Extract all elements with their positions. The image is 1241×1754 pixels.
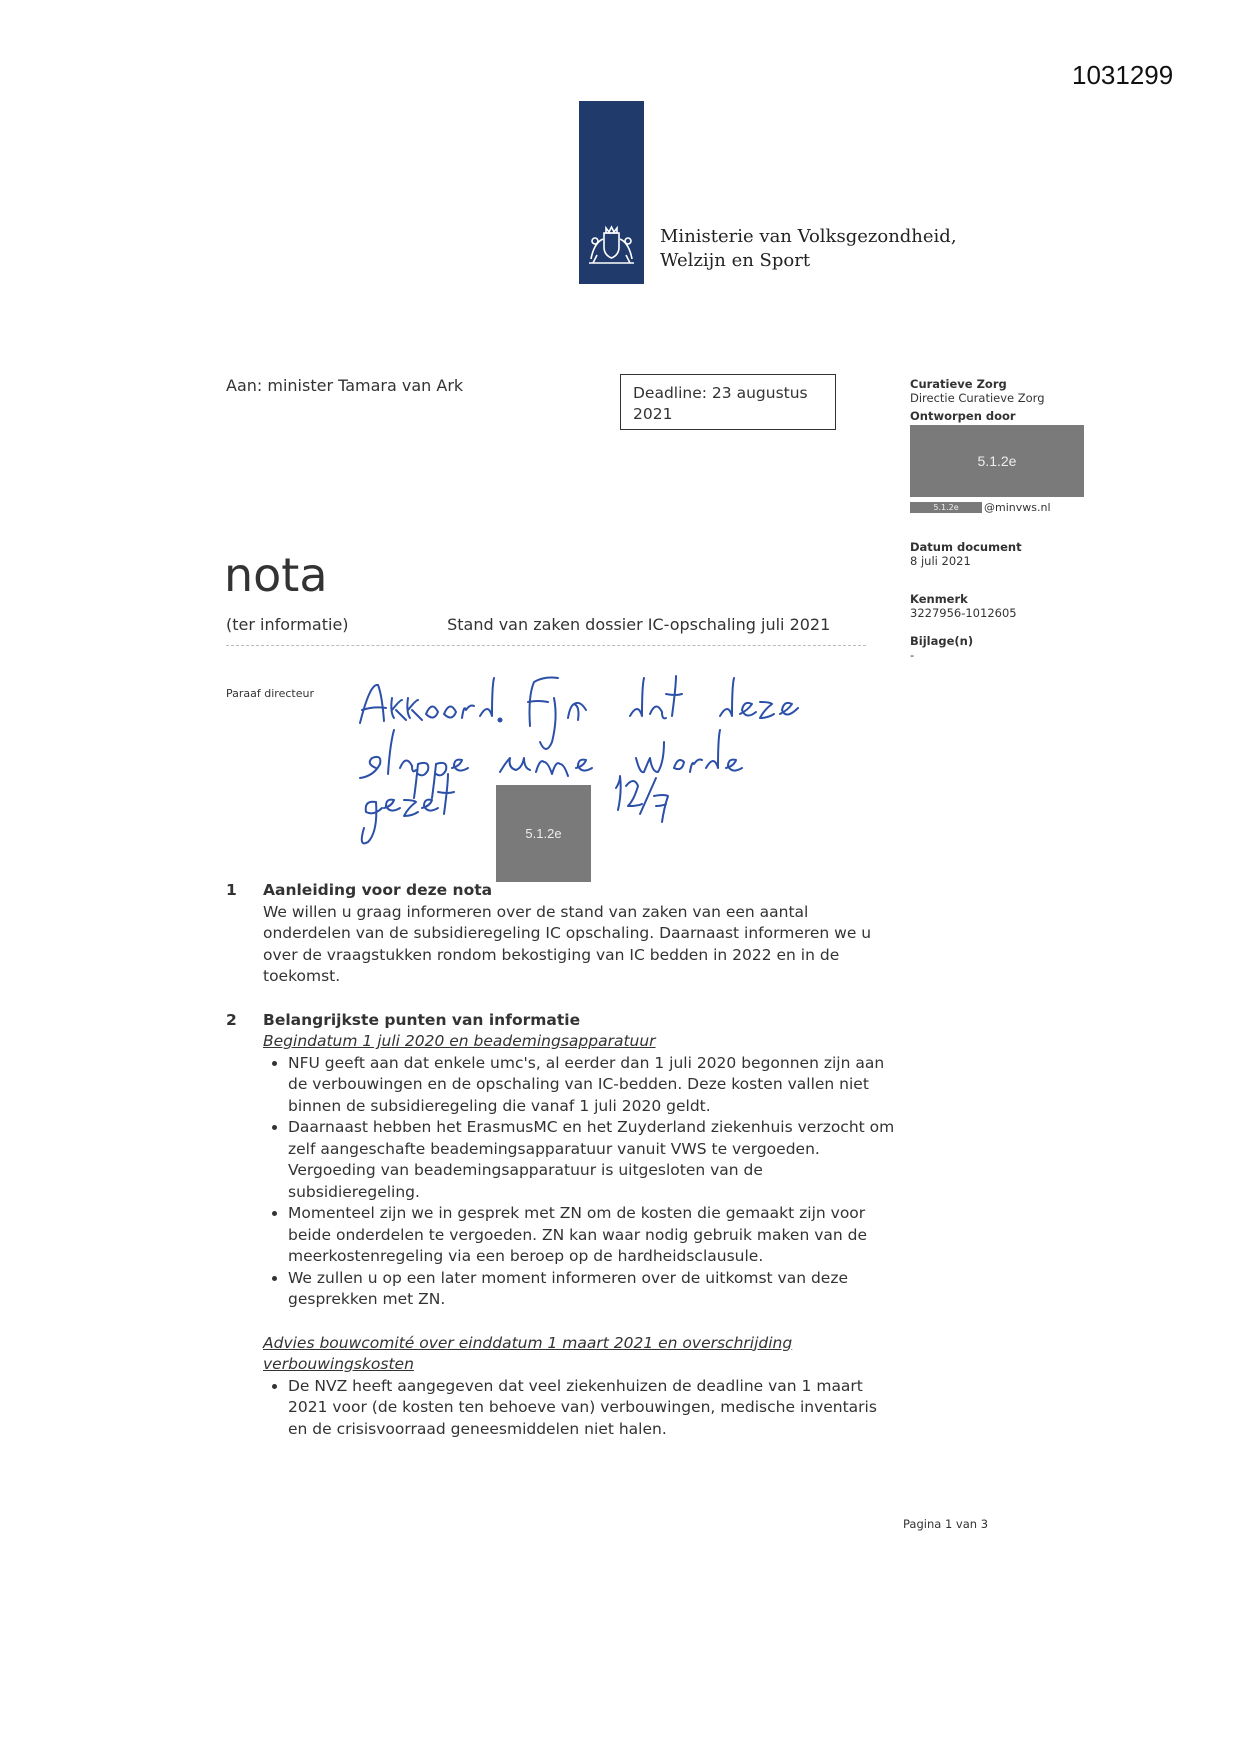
section-1 — [226, 880, 896, 988]
subject-title: Stand van zaken dossier IC-opschaling juli 2021 — [447, 615, 831, 634]
email-suffix: @minvws.nl — [984, 501, 1051, 514]
list-item: • Momenteel zijn we in gesprek met ZN om de kosten die gemaakt zijn voor beide onderdelen te vergoeden. ZN kan waar nodig gebruik maken van de meerkostenregeling via een beroep op de hardheidsclausule. — [288, 1203, 896, 1268]
date-label: Datum document — [910, 540, 1022, 554]
section-number: 2 — [226, 1010, 237, 1029]
subsection-heading: Advies bouwcomité over einddatum 1 maart 2021 en overschrijding verbouwingskosten — [263, 1333, 793, 1373]
ministry-logo-bar — [579, 101, 644, 284]
list-item: • Daarnaast hebben het ErasmusMC en het Zuyderland ziekenhuis verzocht om zelf aangeschafte beademingsapparatuur vanuit VWS te vergoeden. Vergoeding van beademingsapparatuur is uitgesloten van de subsidieregeling. — [288, 1117, 896, 1203]
date-value: 8 juli 2021 — [910, 554, 971, 568]
deadline-box — [620, 374, 836, 430]
list-item: • NFU geeft aan dat enkele umc's, al eerder dan 1 juli 2020 begonnen zijn aan de verbouwingen en de opschaling van IC-bedden. Deze kosten vallen niet binnen de subsidieregeling die vanaf 1 juli 2020 geldt. — [288, 1053, 896, 1118]
list-item: • We zullen u op een later moment informeren over de uitkomst van deze gesprekken met ZN. — [288, 1268, 896, 1311]
reference-label: Kenmerk — [910, 592, 968, 606]
addressee: Aan: minister Tamara van Ark — [226, 376, 464, 395]
bullet-list — [263, 1376, 896, 1441]
reference-value: 3227956-1012605 — [910, 606, 1017, 620]
subsection-heading: Begindatum 1 juli 2020 en beademingsapparatuur — [263, 1032, 656, 1050]
paraaf-label: Paraaf directeur — [226, 687, 314, 700]
designed-by-label: Ontworpen door — [910, 409, 1016, 423]
ministry-name — [660, 225, 957, 273]
royal-crest-icon — [585, 219, 638, 271]
subject-row — [226, 615, 830, 634]
page-number: Pagina 1 van 3 — [903, 1517, 989, 1531]
bullet-list — [263, 1053, 896, 1311]
divider-line — [226, 645, 866, 646]
handwritten-signature — [340, 668, 860, 868]
section-title: Belangrijkste punten van informatie — [263, 1010, 581, 1029]
document-number: 1031299 — [1072, 60, 1174, 90]
department-title: Curatieve Zorg — [910, 377, 1007, 391]
attachments-value: - — [910, 648, 915, 662]
author-redaction: 5.1.2e — [910, 425, 1084, 497]
deadline-line2: 2021 — [633, 405, 673, 423]
document-body — [226, 880, 896, 1440]
ministry-name-line2: Welzijn en Sport — [660, 250, 811, 271]
attachments-label: Bijlage(n) — [910, 634, 974, 648]
section-title: Aanleiding voor deze nota — [263, 881, 493, 899]
metadata-sidebar — [910, 377, 1150, 666]
section-paragraph: We willen u graag informeren over de stand van zaken van een aantal onderdelen van de subsidieregeling IC opschaling. Daarnaast informeren we u over de vraagstukken rondom bekostiging van IC bedden in 2022 en in de toekomst. — [263, 902, 872, 985]
department-subtitle: Directie Curatieve Zorg — [910, 391, 1045, 405]
document-type-title: nota — [224, 548, 328, 602]
section-number: 1 — [226, 881, 237, 899]
deadline-line1: Deadline: 23 augustus — [633, 384, 808, 402]
email-row — [910, 501, 1150, 514]
ministry-name-line1: Ministerie van Volksgezondheid, — [660, 226, 957, 247]
purpose-label: (ter informatie) — [226, 615, 349, 634]
section-2 — [226, 1010, 896, 1441]
email-redaction: 5.1.2e — [910, 502, 982, 513]
list-item: • De NVZ heeft aangegeven dat veel ziekenhuizen de deadline van 1 maart 2021 voor (de kosten ten behoeve van) verbouwingen, medische inventaris en de crisisvoorraad geneesmiddelen niet halen. — [288, 1376, 896, 1441]
signature-redaction: 5.1.2e — [496, 785, 591, 882]
